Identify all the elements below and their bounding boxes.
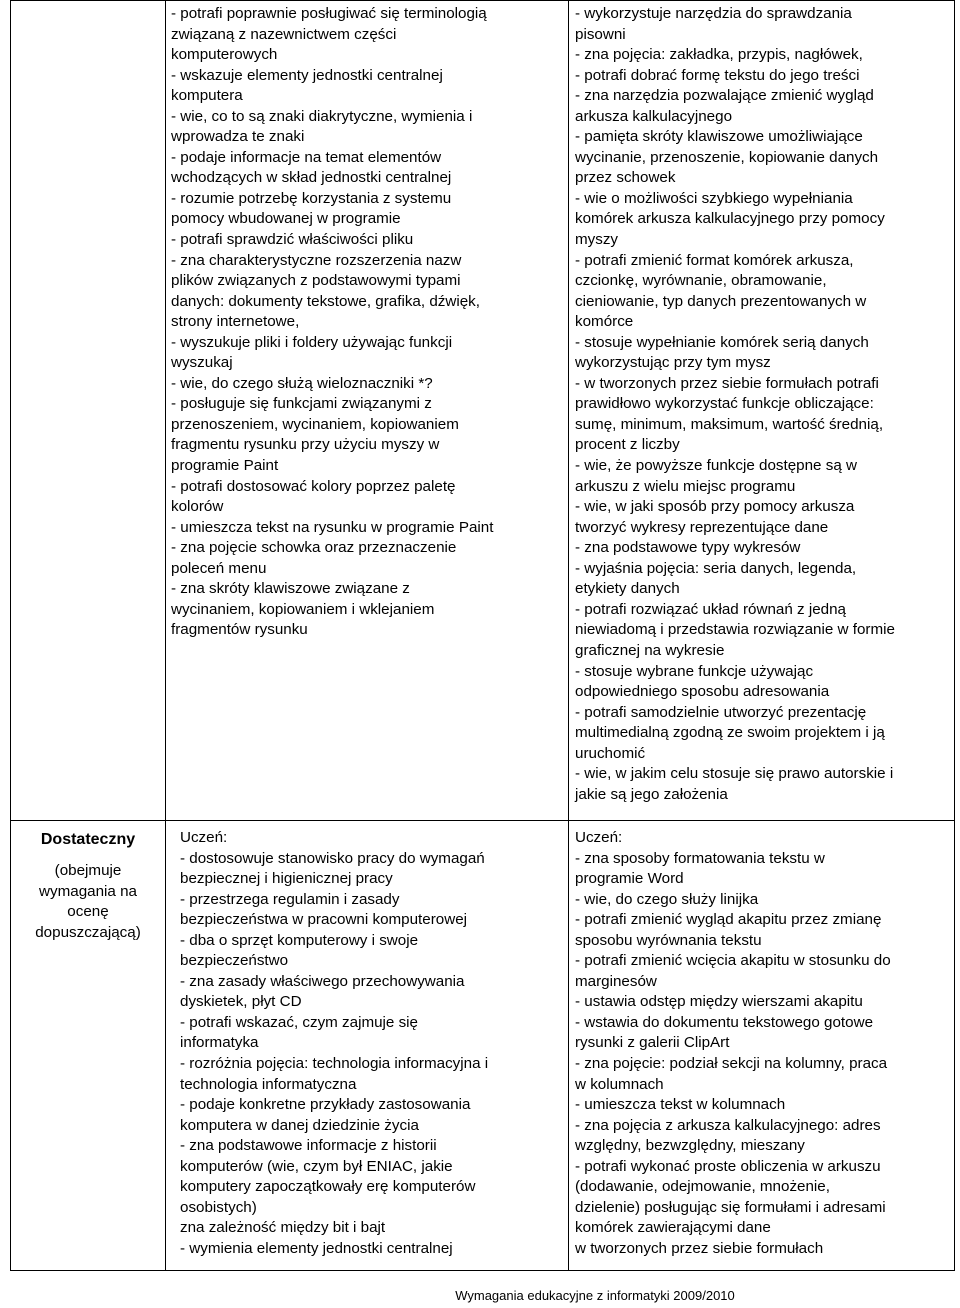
- text-line: arkusza kalkulacyjnego: [575, 107, 733, 125]
- text-line: multimedialną zgodną ze swoim projektem i ją: [575, 724, 885, 742]
- text-line: - potrafi zmienić format komórek arkusza,: [575, 251, 854, 269]
- text-line: bezpiecznej i higienicznej pracy: [180, 870, 393, 888]
- text-line: - zna zasady właściwego przechowywania: [180, 972, 465, 990]
- text-line: osobistych): [180, 1198, 257, 1216]
- text-line: plików związanych z podstawowymi typami: [171, 272, 461, 290]
- text-line: Uczeń:: [180, 829, 228, 846]
- page-footer: Wymagania edukacyjne z informatyki 2009/2010: [455, 1288, 735, 1303]
- text-line: Uczeń:: [575, 829, 623, 846]
- requirements-cell: [569, 821, 955, 1271]
- text-line: - wie, do czego służy linijka: [575, 890, 759, 908]
- text-line: dyskietek, płyt CD: [180, 993, 302, 1011]
- text-line: etykiety danych: [575, 580, 680, 598]
- text-line: - potrafi dobrać formę tekstu do jego treści: [575, 66, 860, 84]
- text-line: dopuszczającą): [35, 923, 141, 941]
- text-line: czcionkę, wyrównanie, obramowanie,: [575, 272, 827, 290]
- text-line: - stosuje wybrane funkcje używając: [575, 662, 814, 680]
- text-line: uruchomić: [575, 744, 646, 762]
- text-line: tworzyć wykresy reprezentujące dane: [575, 518, 829, 536]
- text-line: danych: dokumenty tekstowe, grafika, dźwięk,: [171, 292, 480, 310]
- text-line: - zna charakterystyczne rozszerzenia nazw: [171, 251, 462, 269]
- text-line: ocenę: [67, 903, 109, 921]
- text-line: jakie są jego założenia: [575, 785, 728, 803]
- text-line: - rozróżnia pojęcia: technologia informacyjna i: [180, 1055, 489, 1073]
- text-line: komputerowych: [171, 46, 278, 64]
- text-line: marginesów: [575, 972, 657, 990]
- text-line: programie Word: [575, 870, 684, 888]
- text-line: odpowiedniego sposobu adresowania: [575, 683, 830, 701]
- text-line: - potrafi dostosować kolory poprzez paletę: [171, 477, 456, 495]
- text-line: - zna pojęcie: podział sekcji na kolumny, praca: [575, 1055, 888, 1073]
- text-line: - wyjaśnia pojęcia: seria danych, legenda,: [575, 559, 857, 577]
- text-line: - zna narzędzia pozwalające zmienić wygląd: [575, 87, 874, 105]
- text-line: prawidłowo wykorzystać funkcje obliczające:: [575, 395, 874, 413]
- text-line: komputera: [171, 87, 243, 105]
- text-line: wymagania na: [39, 882, 137, 900]
- requirements-cell: [166, 821, 569, 1271]
- text-line: (dodawanie, odejmowanie, mnożenie,: [575, 1178, 830, 1196]
- text-line: - potrafi wykonać proste obliczenia w arkuszu: [575, 1157, 881, 1175]
- text-line: dzielenie) posługując się formułami i adresami: [575, 1198, 886, 1216]
- text-line: niewiadomą i przedstawia rozwiązanie w formie: [575, 621, 895, 639]
- text-line: - pamięta skróty klawiszowe umożliwiające: [575, 128, 863, 146]
- text-line: - dostosowuje stanowisko pracy do wymagań: [180, 849, 485, 867]
- text-line: - wykorzystuje narzędzia do sprawdzania: [575, 5, 852, 22]
- text-line: - stosuje wypełnianie komórek serią danych: [575, 333, 869, 351]
- requirements-table: [10, 0, 955, 1271]
- text-line: - wie, w jaki sposób przy pomocy arkusza: [575, 498, 855, 516]
- grade-level-name: Dostateczny: [40, 831, 136, 848]
- requirements-cell: [569, 1, 955, 821]
- requirements-text: [575, 1, 954, 805]
- text-line: - dba o sprzęt komputerowy i swoje: [180, 931, 419, 949]
- text-line: względny, bezwzględny, mieszany: [575, 1137, 805, 1155]
- text-line: - podaje informacje na temat elementów: [171, 148, 442, 166]
- grade-level-cell: [11, 821, 166, 1271]
- text-line: wyszukaj: [171, 354, 233, 372]
- text-line: - potrafi zmienić wygląd akapitu przez zmianę: [575, 911, 882, 929]
- text-line: arkuszu z wielu miejsc programu: [575, 477, 796, 495]
- text-line: - zna skróty klawiszowe związane z: [171, 580, 410, 598]
- text-line: myszy: [575, 231, 619, 249]
- text-line: - potrafi samodzielnie utworzyć prezentację: [575, 703, 867, 721]
- text-line: wprowadza te znaki: [171, 128, 305, 146]
- text-line: - ustawia odstęp między wierszami akapitu: [575, 993, 863, 1011]
- text-line: bezpieczeństwa w pracowni komputerowej: [180, 911, 468, 929]
- text-line: - zna pojęcia: zakładka, przypis, nagłówek,: [575, 46, 863, 64]
- text-line: informatyka: [180, 1034, 259, 1052]
- text-line: - umieszcza tekst w kolumnach: [575, 1096, 786, 1114]
- text-line: - potrafi poprawnie posługiwać się terminologią: [171, 5, 487, 22]
- text-line: cieniowanie, typ danych prezentowanych w: [575, 292, 867, 310]
- text-line: - zna sposoby formatowania tekstu w: [575, 849, 825, 867]
- text-line: - zna pojęcie schowka oraz przeznaczenie: [171, 539, 457, 557]
- text-line: fragmentów rysunku: [171, 621, 308, 639]
- grade-level-note: [11, 861, 165, 943]
- text-line: w tworzonych przez siebie formułach: [575, 1239, 824, 1257]
- requirements-text: [575, 821, 954, 1259]
- text-line: w kolumnach: [575, 1075, 664, 1093]
- text-line: - potrafi sprawdzić właściwości pliku: [171, 231, 414, 249]
- text-line: pisowni: [575, 25, 626, 43]
- text-line: - wie, w jakim celu stosuje się prawo autorskie i: [575, 765, 894, 783]
- text-line: - wie, że powyższe funkcje dostępne są w: [575, 457, 857, 475]
- text-line: - zna pojęcia z arkusza kalkulacyjnego: adres: [575, 1116, 881, 1134]
- text-line: wycinanie, przenoszenie, kopiowanie danych: [575, 148, 879, 166]
- text-line: programie Paint: [171, 457, 279, 475]
- text-line: - potrafi rozwiązać układ równań z jedną: [575, 600, 846, 618]
- text-line: - zna podstawowe informacje z historii: [180, 1137, 437, 1155]
- text-line: sposobu wyrównania tekstu: [575, 931, 762, 949]
- text-line: komputery zapoczątkowały erę komputerów: [180, 1178, 476, 1196]
- text-line: - przestrzega regulamin i zasady: [180, 890, 400, 908]
- text-line: rysunki z galerii ClipArt: [575, 1034, 730, 1052]
- text-line: sumę, minimum, maksimum, wartość średnią,: [575, 415, 884, 433]
- text-line: procent z liczby: [575, 436, 680, 454]
- level-cell-empty: [11, 1, 166, 821]
- text-line: - rozumie potrzebę korzystania z systemu: [171, 189, 452, 207]
- text-line: - zna podstawowe typy wykresów: [575, 539, 801, 557]
- text-line: (obejmuje: [54, 862, 122, 879]
- text-line: graficznej na wykresie: [575, 641, 725, 659]
- requirements-text: [171, 1, 568, 641]
- text-line: wchodzących w skład jednostki centralnej: [171, 169, 452, 187]
- text-line: - wymienia elementy jednostki centralnej: [180, 1239, 453, 1257]
- text-line: - wyszukuje pliki i foldery używając funkcji: [171, 333, 453, 351]
- text-line: - wie, do czego służą wieloznaczniki *?: [171, 374, 433, 392]
- text-line: związaną z nazewnictwem części: [171, 25, 397, 43]
- requirements-text: [180, 821, 568, 1259]
- text-line: bezpieczeństwo: [180, 952, 289, 970]
- requirements-cell: [166, 1, 569, 821]
- text-line: - wie o możliwości szybkiego wypełniania: [575, 189, 853, 207]
- text-line: - posługuje się funkcjami związanymi z: [171, 395, 432, 413]
- text-line: komórek arkusza kalkulacyjnego przy pomocy: [575, 210, 885, 228]
- text-line: zna zależność między bit i bajt: [180, 1219, 386, 1237]
- text-line: - w tworzonych przez siebie formułach potrafi: [575, 374, 879, 392]
- text-line: - wstawia do dokumentu tekstowego gotowe: [575, 1013, 874, 1031]
- text-line: komputera w danej dziedzinie życia: [180, 1116, 419, 1134]
- text-line: strony internetowe,: [171, 313, 300, 331]
- text-line: - wie, co to są znaki diakrytyczne, wymienia i: [171, 107, 473, 125]
- text-line: wykorzystując przy tym mysz: [575, 354, 771, 372]
- text-line: kolorów: [171, 498, 224, 516]
- text-line: fragmentu rysunku przy użyciu myszy w: [171, 436, 440, 454]
- table-row: [11, 1, 955, 821]
- text-line: - podaje konkretne przykłady zastosowania: [180, 1096, 471, 1114]
- text-line: - wskazuje elementy jednostki centralnej: [171, 66, 443, 84]
- text-line: technologia informatyczna: [180, 1075, 357, 1093]
- text-line: - potrafi zmienić wcięcia akapitu w stosunku do: [575, 952, 891, 970]
- text-line: poleceń menu: [171, 559, 267, 577]
- text-line: przenoszeniem, wycinaniem, kopiowaniem: [171, 415, 459, 433]
- text-line: - umieszcza tekst na rysunku w programie Paint: [171, 518, 494, 536]
- table-row: [11, 821, 955, 1271]
- text-line: komórek zawierającymi dane: [575, 1219, 771, 1237]
- text-line: wycinaniem, kopiowaniem i wklejaniem: [171, 600, 435, 618]
- text-line: przez schowek: [575, 169, 676, 187]
- text-line: pomocy wbudowanej w programie: [171, 210, 401, 228]
- text-line: - potrafi wskazać, czym zajmuje się: [180, 1013, 419, 1031]
- text-line: komórce: [575, 313, 634, 331]
- text-line: komputerów (wie, czym był ENIAC, jakie: [180, 1157, 453, 1175]
